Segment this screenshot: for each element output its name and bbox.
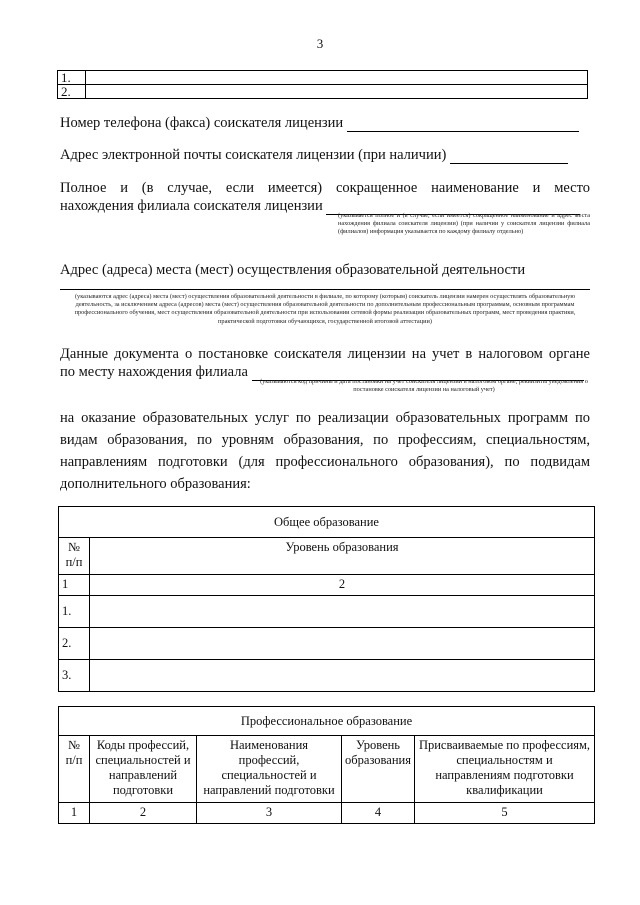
table-row <box>59 507 595 538</box>
table-row <box>59 575 595 596</box>
prof-col-names-header: Наименования профессий, специальностей и направлений подготовки <box>197 736 342 803</box>
table-row <box>59 707 595 736</box>
index-cell: 3 <box>197 803 342 824</box>
row-number: 2. <box>58 85 86 99</box>
index-cell: 1 <box>59 575 90 596</box>
row-value-field[interactable] <box>86 71 588 85</box>
page-number: 3 <box>316 36 324 51</box>
table-row <box>59 803 595 824</box>
prof-col-level-header: Уровень образования <box>342 736 415 803</box>
table-row <box>59 538 595 575</box>
address-note: (указываются адрес (адреса) места (мест) осуществления образовательной деятельности в филиале, по которому (которым) соискатель лицензии намерен осуществлять образовательную деятельность, за исключением адреса (адресов) места (мест) осуществления образовательной деятельности по дополнительным профессиональным программам, основным программам профессионального обучения, мест осуществления образовательной деятельности при использовании сетевой формы реализации образовательных программ, мест проведения практики, практической подготовки обучающихся, государственной итоговой аттестации) <box>74 293 576 325</box>
email-row <box>60 147 568 164</box>
row-number: 1. <box>58 71 86 85</box>
level-field[interactable] <box>90 660 595 692</box>
prof-col-codes-header: Коды профессий, специальностей и направлений подготовки <box>90 736 197 803</box>
row-value-field[interactable] <box>86 85 588 99</box>
phone-row <box>60 115 579 132</box>
table-row <box>59 736 595 803</box>
branch-name-line1: Полное и (в случае, если имеется) сокращенное наименование и место <box>60 180 590 196</box>
email-label: Адрес электронной почты соискателя лицензии (при наличии) <box>60 147 447 163</box>
tax-line1: Данные документа о постановке соискателя лицензии на учет в налоговом органе <box>60 346 590 362</box>
branches-list-table <box>57 70 588 99</box>
general-education-table <box>58 506 595 692</box>
level-field[interactable] <box>90 596 595 628</box>
table-row <box>59 660 595 692</box>
email-field[interactable] <box>450 149 568 164</box>
address-label: Адрес (адреса) места (мест) осуществления образовательной деятельности <box>60 262 526 278</box>
professional-education-table <box>58 706 595 824</box>
table-row <box>59 596 595 628</box>
index-cell: 4 <box>342 803 415 824</box>
col-level-header: Уровень образования <box>90 538 595 575</box>
prof-col-num-header: № п/п <box>59 736 90 803</box>
row-number: 2. <box>59 628 90 660</box>
general-table-title: Общее образование <box>59 507 595 538</box>
row-number: 3. <box>59 660 90 692</box>
branch-name-label: нахождения филиала соискателя лицензии <box>60 198 323 214</box>
phone-field[interactable] <box>347 117 579 132</box>
services-paragraph: на оказание образовательных услуг по реализации образовательных программ по видам образования, по уровням образования, по профессиям, специальностям, направлениям подготовки (для профессионального образования), по подвидам дополнительного образования: <box>60 410 590 492</box>
level-field[interactable] <box>90 628 595 660</box>
table-row <box>59 628 595 660</box>
tax-note: (указываются код причины и дата постановки на учет соискателя лицензии в налоговом органе, реквизиты уведомления о постановке соискателя лицензии на налоговый учет) <box>260 378 588 394</box>
tax-label: по месту нахождения филиала <box>60 364 248 380</box>
table-row <box>58 85 588 99</box>
branch-note: (указывается полное и (в случае, если имеется) сокращенное наименование и адрес места нахождения филиала соискателя лицензии) (при наличии у соискателя лицензии филиала (филиалов) информация указывается по каждому филиалу отдельно) <box>338 212 590 236</box>
index-cell: 2 <box>90 803 197 824</box>
col-num-header: № п/п <box>59 538 90 575</box>
index-cell: 5 <box>415 803 595 824</box>
index-cell: 2 <box>90 575 595 596</box>
table-row <box>58 71 588 85</box>
row-number: 1. <box>59 596 90 628</box>
phone-label: Номер телефона (факса) соискателя лицензии <box>60 115 344 131</box>
address-field-line[interactable] <box>60 289 590 290</box>
index-cell: 1 <box>59 803 90 824</box>
prof-table-title: Профессиональное образование <box>59 707 595 736</box>
prof-col-qualification-header: Присваиваемые по профессиям, специальностям и направлениям подготовки квалификации <box>415 736 595 803</box>
